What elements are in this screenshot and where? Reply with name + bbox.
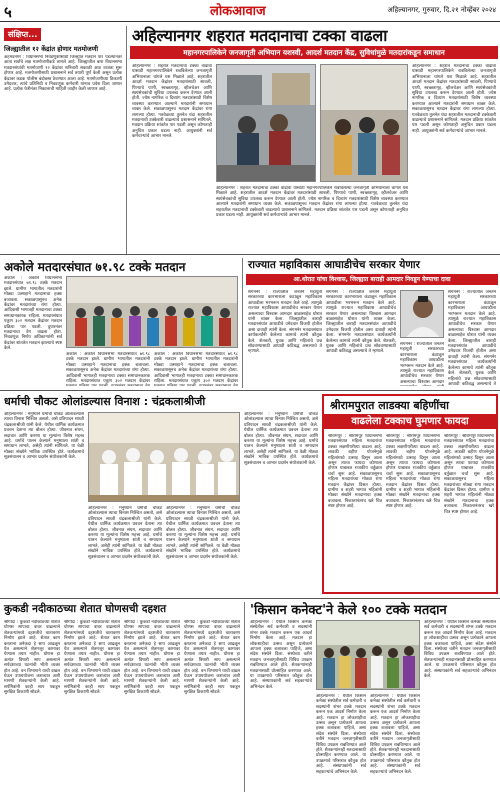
- ladki-body-col1: श्रीरामपूर : श्रीरामपूर विधानसभा मतदारसंघात महिला मतदारांचा टक्का लक्षणीयरीत्या वाढला आहे. लाडकी बहीण योजनेमुळे महिलांमध्ये उत्साह दिसून आला असून त्याचा फायदा कोणाला होणार याबाबत राजकीय वर्तुळात चर्चा सुरू आहे. सकाळपासूनच महिला मतदारांच्या मोठ्या रांगा मतदान केंद्रांवर दिसत होत्या. ग्रामीण व शहरी भागात महिलांनी मोठ्या संख्येने मतदानाचा हक्क बजावला. निकालानंतरच खरे चित्र स्पष्ट होणार आहे.: [328, 434, 382, 510]
- akole-body-col2: अकोले : अकोले विधानसभा मतदारसंघात ७१.९८ टक्के मतदान झाले. ग्रामीण भागातील मतदारांनी मोठ्या उत्साहाने मतदानाचा हक्क बजावला. सकाळपासूनच अनेक केंद्रांवर मतदारांच्या रांगा होत्या. आदिवासी भागातही मतदानाचा टक्का समाधानकारक राहिला. मतदारसंघात एकूण ३०२ मतदान केंद्रांवर: [66, 352, 150, 385]
- kisan-body-col1: अहिल्यानगर : येथील किसान कनेक्ट संस्थेतील सर्व कर्मचारी व सदस्यांनी शंभर टक्के मतदान करून एक आदर्श निर्माण केला आहे. मतदान हा लोकशाहीचा उत्सव असून प्रत्येकाने आपला हक्क बजावला पाहिजे, असा संदेश संस्थेने दिला. संस्थेच्या वतीने मतदान जनजागृतीसाठी विविध उपक्रम राबविण्यात आले होते. शेतकऱ्यांनाही मतदानासाठी प्रोत्साहित करण्यात आले. या उपक्रमाचे परिसरात कौतुक होत आहे. संस्थापकांनी सर्व सहकाऱ्यांचे अभिनंदन केले.: [250, 620, 312, 690]
- lead-subline: महानगरपालिकेने जनजागृती अभियान यशस्वी, आदर्श मतदान केंद्र, सुविधांमुळे मतदारांकडून समाधान: [130, 46, 498, 59]
- mahavikas-body-col4: संगमनेर : राज्यातील जनतेने महायुती सरकारच्या कारभाराला कंटाळून महाविकास आघाडीला भरभरून मतदान केले आहे. त्यामुळे राज्यात महाविकास आघाडीचेच सरकार येणार असल्याचा विश्वास आमदार: [400, 342, 444, 385]
- dharma-body-col2: अहिल्यानगर : मनुष्याने धर्माची चौकट ओलांडल्यास त्याचा विनाश निश्चित असतो, असे प्रतिपादन साध्वी चंद्रकलाश्रीजी यांनी केले. येथील धार्मिक कार्यक्रमात प्रवचन देताना त्या बोलत होत्या. जीवनात संयम, सदाचार आणि करुणा या मूल्यांना विशेष महत्त्व आहे. धर्माचे पालन केल्याने मनुष्याला शांती व समाधान लाभते, असेही त्यांनी सांगितले. या वेळी मोठ्या संख्येने भाविक उपस्थित होते. कार्यक्रमाचे सूत्रसंचालन व आभार प्रदर्शन संयोजकांनी केले.: [88, 506, 162, 560]
- lead-photo-2: [320, 64, 408, 182]
- divider: [0, 390, 500, 391]
- kukdi-body-col3: श्रीगोंदा : कुकडी नदीकाठच्या शेतात घोणस सापाचा वावर वाढल्याने शेतकऱ्यांमध्ये दहशतीचे वातावरण निर्माण झाले आहे. शेतात काम करताना अनेकदा हे साप आढळून येत असल्याने शेतमजूर कामावर येण्यास तयार नाहीत. घोणस हा अत्यंत विषारी साप असल्याने सर्पदंशाच्या घटनांची भीती व्यक्त होत आहे. वन विभागाने याची दखल घेऊन उपाययोजना कराव्यात अशी मागणी शेतकऱ्यांनी केली आहे. सर्पमित्रांनी काही साप पकडून सुरक्षित ठिकाणी सोडले.: [124, 620, 180, 696]
- kukdi-body-col1: श्रीगोंदा : कुकडी नदीकाठच्या शेतात घोणस सापाचा वावर वाढल्याने शेतकऱ्यांमध्ये दहशतीचे वातावरण निर्माण झाले आहे. शेतात काम करताना अनेकदा हे साप आढळून येत असल्याने शेतमजूर कामावर येण्यास तयार नाहीत. घोणस हा अत्यंत विषारी साप असल्याने सर्पदंशाच्या घटनांची भीती व्यक्त होत आहे. वन विभागाने याची दखल घेऊन उपाययोजना कराव्यात अशी मागणी शेतकऱ्यांनी केली आहे. सर्पमित्रांनी काही साप पकडून सुरक्षित ठिकाणी सोडले.: [4, 620, 60, 696]
- ladki-body-col3: श्रीरामपूर : श्रीरामपूर विधानसभा मतदारसंघात महिला मतदारांचा टक्का लक्षणीयरीत्या वाढला आहे. लाडकी बहीण योजनेमुळे महिलांमध्ये उत्साह दिसून आला असून त्याचा फायदा कोणाला होणार याबाबत राजकीय वर्तुळात चर्चा सुरू आहे. सकाळपासूनच महिला मतदारांच्या मोठ्या रांगा मतदान केंद्रांवर दिसत होत्या. ग्रामीण व शहरी भागात महिलांनी मोठ्या संख्येने मतदानाचा हक्क बजावला. निकालानंतरच खरे चित्र स्पष्ट होणार आहे.: [444, 434, 494, 515]
- date-line: अहिल्यानगर, गुरुवार, दि.२१ नोव्हेंबर २०२४: [387, 6, 496, 14]
- masthead: [0, 0, 500, 22]
- divider: [0, 598, 500, 599]
- lead-headline: अहिल्यानगर शहरात मतदानाचा टक्का वाढला: [132, 26, 388, 45]
- divider: [0, 254, 500, 255]
- lead-body-col2: अहिल्यानगर : शहरात मतदानाचा टक्का वाढावा यासाठी महानगरपालिकेने राबविलेल्या जनजागृती अभियानाला चांगले यश मिळाले आहे. शहरातील आदर्श मतदान केंद्रांवर मतदारांसाठी सावली, पिण्याचे पाणी, स्वच्छतागृह, व्हीलचेअर आणि स्वयंसेवकांची सुविधा उपलब्ध करून देण्यात आली होती. ज्येष्ठ नागरिक व दिव्यांग मतदारांसाठी विशेष व्यवस्था करण्यात आल्याने मतदारांनी समाधान व्यक्त केले. सकाळपासूनच मतदान केंद्रांवर रांगा लागल्या होत्या. गतवेळच्या तुलनेत यंदा शहरातील मतदानाची टक्केवारी वाढल्याचे प्रशासनाने सांगितले. मतदान प्रक्रिया शांततेत पार पडली असून कोणताही अनुचित प्रकार घडला नाही. आयुक्तांनी सर्व कर्मचाऱ्यांचे आभार मानले.: [216, 186, 408, 219]
- mahavikas-body-col1: संगमनेर : राज्यातील जनतेने महायुती सरकारच्या कारभाराला कंटाळून महाविकास आघाडीला भरभरून मतदान केले आहे. त्यामुळे राज्यात महाविकास आघाडीचेच सरकार येणार असल्याचा विश्वास आमदार बाळासाहेब थोरात यांनी व्यक्त केला. जिल्ह्यातील बाराही मतदारसंघांत आघाडीचे उमेदवार विजयी होतील असा दावाही त्यांनी केला. संगमनेर मतदारसंघात कार्यकर्त्यांनी केलेल्या कामाचे त्यांनी कौतुक केले. शेतकरी, युवक आणि महिलांचे प्रश्न सोडवण्यासाठी आघाडी कटिबद्ध असल्याचे ते म्हणाले.: [248, 290, 322, 355]
- brief-label: संक्षिप्त...: [4, 28, 41, 41]
- ladki-headline2: वाढलेला टक्काच घुमणार फायदा: [324, 414, 496, 429]
- divider: [242, 258, 243, 388]
- page-number: ५: [4, 3, 12, 21]
- lead-body-col3: अहिल्यानगर : शहरात मतदानाचा टक्का वाढावा यासाठी महानगरपालिकेने राबविलेल्या जनजागृती अभियानाला चांगले यश मिळाले आहे. शहरातील आदर्श मतदान केंद्रांवर मतदारांसाठी सावली, पिण्याचे पाणी, स्वच्छतागृह, व्हीलचेअर आणि स्वयंसेवकांची सुविधा उपलब्ध करून देण्यात आली होती. ज्येष्ठ नागरिक व दिव्यांग मतदारांसाठी विशेष व्यवस्था करण्यात आल्याने मतदारांनी समाधान व्यक्त केले. सकाळपासूनच मतदान केंद्रांवर रांगा लागल्या होत्या. गतवेळच्या तुलनेत यंदा शहरातील मतदानाची टक्केवारी वाढल्याचे प्रशासनाने सांगितले. मतदान प्रक्रिया शांततेत पार पडली असून कोणताही अनुचित प्रकार घडला नाही. आयुक्तांनी सर्व कर्मचाऱ्यांचे आभार मानले.: [412, 64, 496, 134]
- kukdi-body-col2: श्रीगोंदा : कुकडी नदीकाठच्या शेतात घोणस सापाचा वावर वाढल्याने शेतकऱ्यांमध्ये दहशतीचे वातावरण निर्माण झाले आहे. शेतात काम करताना अनेकदा हे साप आढळून येत असल्याने शेतमजूर कामावर येण्यास तयार नाहीत. घोणस हा अत्यंत विषारी साप असल्याने सर्पदंशाच्या घटनांची भीती व्यक्त होत आहे. वन विभागाने याची दखल घेऊन उपाययोजना कराव्यात अशी मागणी शेतकऱ्यांनी केली आहे. सर्पमित्रांनी काही साप पकडून सुरक्षित ठिकाणी सोडले.: [64, 620, 120, 696]
- kisan-body-col4: अहिल्यानगर : येथील किसान कनेक्ट संस्थेतील सर्व कर्मचारी व सदस्यांनी शंभर टक्के मतदान करून एक आदर्श निर्माण केला आहे. मतदान हा लोकशाहीचा उत्सव असून प्रत्येकाने आपला हक्क बजावला पाहिजे, असा संदेश संस्थेने दिला. संस्थेच्या वतीने मतदान जनजागृतीसाठी विविध उपक्रम राबविण्यात आले होते. शेतकऱ्यांनाही मतदानासाठी प्रोत्साहित करण्यात आले. या उपक्रमाचे परिसरात कौतुक होत आहे. संस्थापकांनी सर्व सहकाऱ्यांचे अभिनंदन केले.: [424, 620, 496, 680]
- newspaper-logo: लोकआवाज: [210, 4, 266, 19]
- akole-headline: अकोले मतदारसंघात ७१.९८ टक्के मतदान: [4, 260, 186, 274]
- lead-body-col1: अहिल्यानगर : शहरात मतदानाचा टक्का वाढावा यासाठी महानगरपालिकेने राबविलेल्या जनजागृती अभियानाला चांगले यश मिळाले आहे. शहरातील आदर्श मतदान केंद्रांवर मतदारांसाठी सावली, पिण्याचे पाणी, स्वच्छतागृह, व्हीलचेअर आणि स्वयंसेवकांची सुविधा उपलब्ध करून देण्यात आली होती. ज्येष्ठ नागरिक व दिव्यांग मतदारांसाठी विशेष व्यवस्था करण्यात आल्याने मतदारांनी समाधान व्यक्त केले. सकाळपासूनच मतदान केंद्रांवर रांगा लागल्या होत्या. गतवेळच्या तुलनेत यंदा शहरातील मतदानाची टक्केवारी वाढल्याचे प्रशासनाने सांगितले. मतदान प्रक्रिया शांततेत पार पडली असून कोणताही अनुचित प्रकार घडला नाही. आयुक्तांनी सर्व कर्मचाऱ्यांचे आभार मानले.: [132, 64, 212, 140]
- dharma-body-col1: अहिल्यानगर : मनुष्याने धर्माची चौकट ओलांडल्यास त्याचा विनाश निश्चित असतो, असे प्रतिपादन साध्वी चंद्रकलाश्रीजी यांनी केले. येथील धार्मिक कार्यक्रमात प्रवचन देताना त्या बोलत होत्या. जीवनात संयम, सदाचार आणि करुणा या मूल्यांना विशेष महत्त्व आहे. धर्माचे पालन केल्याने मनुष्याला शांती व समाधान लाभते, असेही त्यांनी सांगितले. या वेळी मोठ्या संख्येने भाविक उपस्थित होते. कार्यक्रमाचे सूत्रसंचालन व आभार प्रदर्शन संयोजकांनी केले.: [4, 412, 84, 461]
- kisan-headline: 'किसान कनेक्ट'ने केले १०० टक्के मतदान: [250, 603, 447, 618]
- mahavikas-subline: आ.थोरात यांचा विश्वास, जिल्ह्यात बाराही आमदार निवडून येण्याचा दावा: [246, 274, 498, 285]
- kukdi-headline: कुकडी नदीकाठच्या शेतात घोणसची दहशत: [4, 603, 167, 615]
- akole-photo: [66, 276, 238, 348]
- mahavikas-body-col3: संगमनेर : राज्यातील जनतेने महायुती सरकारच्या कारभाराला कंटाळून महाविकास आघाडीला भरभरून मतदान केले आहे. त्यामुळे राज्यात महाविकास आघाडीचेच सरकार येणार असल्याचा विश्वास आमदार बाळासाहेब थोरात यांनी व्यक्त केला. जिल्ह्यातील बाराही मतदारसंघांत आघाडीचे उमेदवार विजयी होतील असा दावाही त्यांनी केला. संगमनेर मतदारसंघात कार्यकर्त्यांनी केलेल्या कामाचे त्यांनी कौतुक केले. शेतकरी, युवक आणि महिलांचे प्रश्न सोडवण्यासाठी आघाडी कटिबद्ध असल्याचे ते: [448, 290, 496, 386]
- kisan-photo: [316, 620, 420, 690]
- mahavikas-body-col2: संगमनेर : राज्यातील जनतेने महायुती सरकारच्या कारभाराला कंटाळून महाविकास आघाडीला भरभरून मतदान केले आहे. त्यामुळे राज्यात महाविकास आघाडीचेच सरकार येणार असल्याचा विश्वास आमदार बाळासाहेब थोरात यांनी व्यक्त केला. जिल्ह्यातील बाराही मतदारसंघांत आघाडीचे उमेदवार विजयी होतील असा दावाही त्यांनी केला. संगमनेर मतदारसंघात कार्यकर्त्यांनी केलेल्या कामाचे त्यांनी कौतुक केले. शेतकरी, युवक आणि महिलांचे प्रश्न सोडवण्यासाठी आघाडी कटिबद्ध असल्याचे ते म्हणाले.: [326, 290, 396, 355]
- dharma-body-col4: अहिल्यानगर : मनुष्याने धर्माची चौकट ओलांडल्यास त्याचा विनाश निश्चित असतो, असे प्रतिपादन साध्वी चंद्रकलाश्रीजी यांनी केले. येथील धार्मिक कार्यक्रमात प्रवचन देताना त्या बोलत होत्या. जीवनात संयम, सदाचार आणि करुणा या मूल्यांना विशेष महत्त्व आहे. धर्माचे पालन केल्याने मनुष्याला शांती व समाधान लाभते, असेही त्यांनी सांगितले. या वेळी मोठ्या संख्येने भाविक उपस्थित होते. कार्यक्रमाचे सूत्रसंचालन व आभार प्रदर्शन संयोजकांनी केले.: [244, 412, 318, 466]
- dharma-headline: धर्माची चौकट ओलांडल्यास विनाश : चंद्रकलाश्रीजी: [4, 395, 206, 408]
- divider: [244, 602, 245, 792]
- akole-body-col1: अकोले : अकोले विधानसभा मतदारसंघात ७१.९८ टक्के मतदान झाले. ग्रामीण भागातील मतदारांनी मोठ्या उत्साहाने मतदानाचा हक्क बजावला. सकाळपासूनच अनेक केंद्रांवर मतदारांच्या रांगा होत्या. आदिवासी भागातही मतदानाचा टक्का समाधानकारक राहिला. मतदारसंघात एकूण ३०२ मतदान केंद्रांवर मतदान प्रक्रिया पार पडली. दुपारनंतर मतदानाचा वेग वाढला होता. निवडणूक निर्णय अधिकाऱ्यांनी सर्व केंद्रांवर शांततेत मतदान झाल्याचे स्पष्ट केले.: [4, 276, 62, 352]
- lead-photo-1: [216, 64, 316, 182]
- ladki-headline: श्रीरामपुरात लाडक्या बहिणींचा: [330, 399, 450, 412]
- kisan-body-col2: अहिल्यानगर : येथील किसान कनेक्ट संस्थेतील सर्व कर्मचारी व सदस्यांनी शंभर टक्के मतदान करून एक आदर्श निर्माण केला आहे. मतदान हा लोकशाहीचा उत्सव असून प्रत्येकाने आपला हक्क बजावला पाहिजे, असा संदेश संस्थेने दिला. संस्थेच्या वतीने मतदान जनजागृतीसाठी विविध उपक्रम राबविण्यात आले होते. शेतकऱ्यांनाही मतदानासाठी प्रोत्साहित करण्यात आले. या उपक्रमाचे परिसरात कौतुक होत आहे. संस्थापकांनी सर्व सहकाऱ्यांचे अभिनंदन केले.: [316, 694, 366, 775]
- ladki-body-col2: श्रीरामपूर : श्रीरामपूर विधानसभा मतदारसंघात महिला मतदारांचा टक्का लक्षणीयरीत्या वाढला आहे. लाडकी बहीण योजनेमुळे महिलांमध्ये उत्साह दिसून आला असून त्याचा फायदा कोणाला होणार याबाबत राजकीय वर्तुळात चर्चा सुरू आहे. सकाळपासूनच महिला मतदारांच्या मोठ्या रांगा मतदान केंद्रांवर दिसत होत्या. ग्रामीण व शहरी भागात महिलांनी मोठ्या संख्येने मतदानाचा हक्क बजावला. निकालानंतरच खरे चित्र स्पष्ट होणार आहे.: [386, 434, 440, 510]
- akole-body-col3: अकोले : अकोले विधानसभा मतदारसंघात ७१.९८ टक्के मतदान झाले. ग्रामीण भागातील मतदारांनी मोठ्या उत्साहाने मतदानाचा हक्क बजावला. सकाळपासूनच अनेक केंद्रांवर मतदारांच्या रांगा होत्या. आदिवासी भागातही मतदानाचा टक्का समाधानकारक राहिला. मतदारसंघात एकूण ३०२ मतदान केंद्रांवर: [154, 352, 238, 385]
- divider: [126, 26, 127, 254]
- brief-title: जिल्ह्यातील १२ केंद्रांत होणार मतमोजणी: [4, 45, 99, 53]
- kisan-body-col3: अहिल्यानगर : येथील किसान कनेक्ट संस्थेतील सर्व कर्मचारी व सदस्यांनी शंभर टक्के मतदान करून एक आदर्श निर्माण केला आहे. मतदान हा लोकशाहीचा उत्सव असून प्रत्येकाने आपला हक्क बजावला पाहिजे, असा संदेश संस्थेने दिला. संस्थेच्या वतीने मतदान जनजागृतीसाठी विविध उपक्रम राबविण्यात आले होते. शेतकऱ्यांनाही मतदानासाठी प्रोत्साहित करण्यात आले. या उपक्रमाचे परिसरात कौतुक होत आहे. संस्थापकांनी सर्व सहकाऱ्यांचे अभिनंदन केले.: [370, 694, 420, 775]
- thorat-portrait: [400, 290, 444, 338]
- kukdi-body-col4: श्रीगोंदा : कुकडी नदीकाठच्या शेतात घोणस सापाचा वावर वाढल्याने शेतकऱ्यांमध्ये दहशतीचे वातावरण निर्माण झाले आहे. शेतात काम करताना अनेकदा हे साप आढळून येत असल्याने शेतमजूर कामावर येण्यास तयार नाहीत. घोणस हा अत्यंत विषारी साप असल्याने सर्पदंशाच्या घटनांची भीती व्यक्त होत आहे. वन विभागाने याची दखल घेऊन उपाययोजना कराव्यात अशी मागणी शेतकऱ्यांनी केली आहे. सर्पमित्रांनी काही साप पकडून सुरक्षित ठिकाणी सोडले.: [184, 620, 240, 696]
- mahavikas-headline: राज्यात महाविकास आघाडीचेच सरकार येणार: [248, 259, 420, 271]
- brief-body: अहमदनगर : विधानसभा निवडणुकीसाठी जिल्ह्यात मतदान पार पडल्यानंतर आता सर्वांचे लक्ष मतमोजणीकडे लागले आहे. जिल्ह्यातील बारा विधानसभा मतदारसंघांची मतमोजणी १२ केंद्रांवर शनिवारी सकाळी आठ वाजता सुरू होणार आहे. मतमोजणीसाठी प्रशासनाने सर्व तयारी पूर्ण केली असून प्रत्येक केंद्रावर कडक पोलीस बंदोबस्त ठेवण्यात आला आहे. मतमोजणीच्या ठिकाणी उमेदवार, त्यांचे प्रतिनिधी व निवडणूक कर्मचारी यांनाच प्रवेश दिला जाणार आहे. प्रत्येक फेरीनंतर निकालाची माहिती जाहीर केली जाणार आहे.: [4, 55, 122, 93]
- dharma-body-col3: अहिल्यानगर : मनुष्याने धर्माची चौकट ओलांडल्यास त्याचा विनाश निश्चित असतो, असे प्रतिपादन साध्वी चंद्रकलाश्रीजी यांनी केले. येथील धार्मिक कार्यक्रमात प्रवचन देताना त्या बोलत होत्या. जीवनात संयम, सदाचार आणि करुणा या मूल्यांना विशेष महत्त्व आहे. धर्माचे पालन केल्याने मनुष्याला शांती व समाधान लाभते, असेही त्यांनी सांगितले. या वेळी मोठ्या संख्येने भाविक उपस्थित होते. कार्यक्रमाचे सूत्रसंचालन व आभार प्रदर्शन संयोजकांनी केले.: [166, 506, 240, 560]
- dharma-photo: [88, 412, 240, 502]
